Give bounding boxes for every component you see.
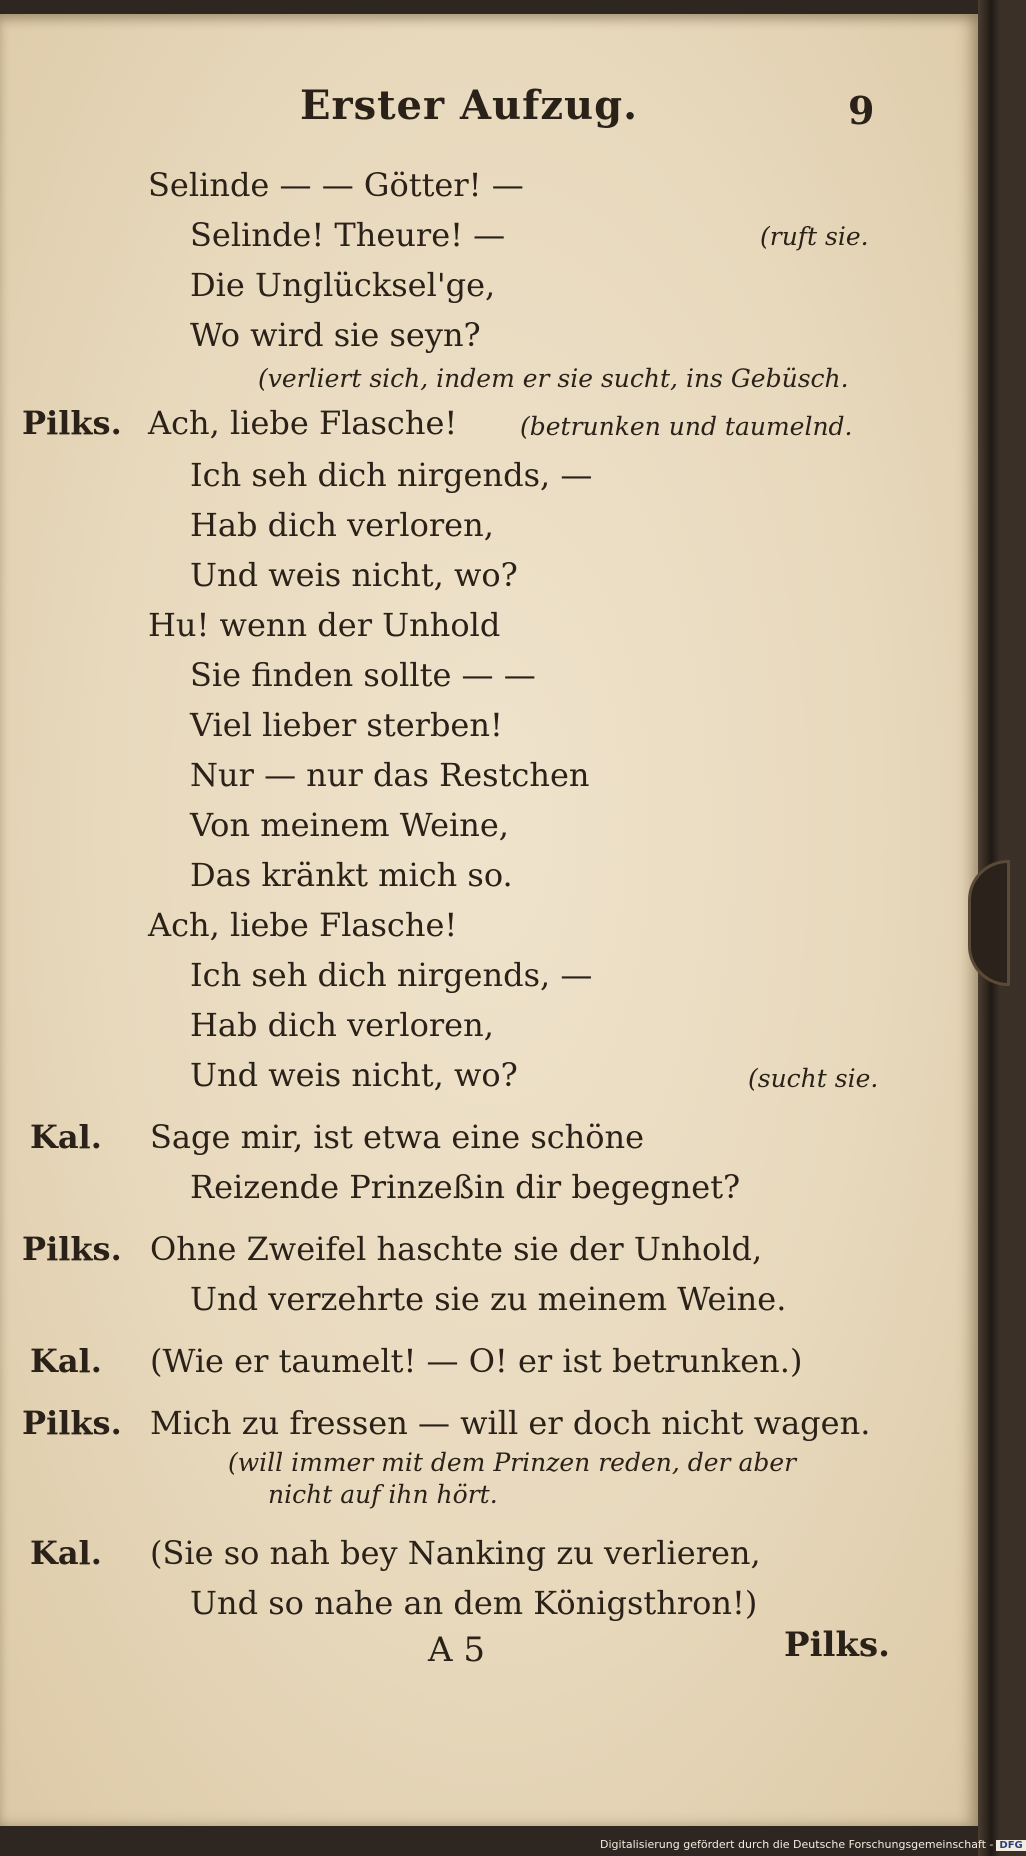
speaker-label: Pilks. [22, 404, 122, 442]
verse-line: Hu! wenn der Unhold [148, 606, 501, 644]
speaker-label: Kal. [30, 1534, 102, 1572]
verse-line: Ach, liebe Flasche! [148, 404, 458, 442]
verse-line: (Sie so nah bey Nanking zu verlieren, [150, 1534, 761, 1572]
verse-line: Selinde — — Götter! — [148, 166, 524, 204]
stage-direction: (will immer mit dem Prinzen reden, der aber [228, 1448, 797, 1477]
verse-line: Hab dich verloren, [190, 1006, 494, 1044]
speaker-label: Kal. [30, 1118, 102, 1156]
verse-line: Sage mir, ist etwa eine schöne [150, 1118, 645, 1156]
verse-line: (Wie er taumelt! — O! er ist betrunken.) [150, 1342, 803, 1380]
speaker-label: Kal. [30, 1342, 102, 1380]
verse-line: Reizende Prinzeßin dir begegnet? [190, 1168, 741, 1206]
stage-direction: (betrunken und taumelnd. [520, 412, 853, 441]
page-edge-marker [968, 860, 1010, 986]
verse-line: Die Unglücksel'ge, [190, 266, 496, 304]
verse-line: Viel lieber sterben! [190, 706, 503, 744]
running-title: Erster Aufzug. [300, 82, 639, 129]
stage-direction: (verliert sich, indem er sie sucht, ins Gebüsch. [258, 364, 849, 393]
verse-line: Selinde! Theure! — [190, 216, 506, 254]
digitization-credit [600, 1838, 1026, 1851]
verse-line: Das kränkt mich so. [190, 856, 513, 894]
verse-line: Mich zu fressen — will er doch nicht wagen. [150, 1404, 871, 1442]
verse-line: Und weis nicht, wo? [190, 1056, 518, 1094]
verse-line: Ich seh dich nirgends, — [190, 956, 593, 994]
verse-line: Und weis nicht, wo? [190, 556, 518, 594]
verse-line: Ach, liebe Flasche! [148, 906, 458, 944]
signature-mark: A 5 [428, 1630, 485, 1670]
catchword: Pilks. [784, 1625, 890, 1665]
verse-line: Sie finden sollte — — [190, 656, 536, 694]
speaker-label: Pilks. [22, 1230, 122, 1268]
speaker-label: Pilks. [22, 1404, 122, 1442]
verse-line: Hab dich verloren, [190, 506, 494, 544]
verse-line: Und verzehrte sie zu meinem Weine. [190, 1280, 787, 1318]
credit-text: Digitalisierung gefördert durch die Deutsche Forschungsgemeinschaft - [600, 1838, 994, 1851]
verse-line: Wo wird sie seyn? [190, 316, 481, 354]
verse-line: Und so nahe an dem Königsthron!) [190, 1584, 758, 1622]
page-number: 9 [848, 88, 875, 133]
verse-line: Ich seh dich nirgends, — [190, 456, 593, 494]
stage-direction: (ruft sie. [760, 222, 869, 251]
verse-line: Nur — nur das Restchen [190, 756, 590, 794]
verse-line: Von meinem Weine, [190, 806, 509, 844]
stage-direction: nicht auf ihn hört. [268, 1480, 498, 1509]
verse-line: Ohne Zweifel haschte sie der Unhold, [150, 1230, 763, 1268]
dfg-logo: DFG [996, 1840, 1025, 1851]
stage-direction: (sucht sie. [748, 1064, 879, 1093]
